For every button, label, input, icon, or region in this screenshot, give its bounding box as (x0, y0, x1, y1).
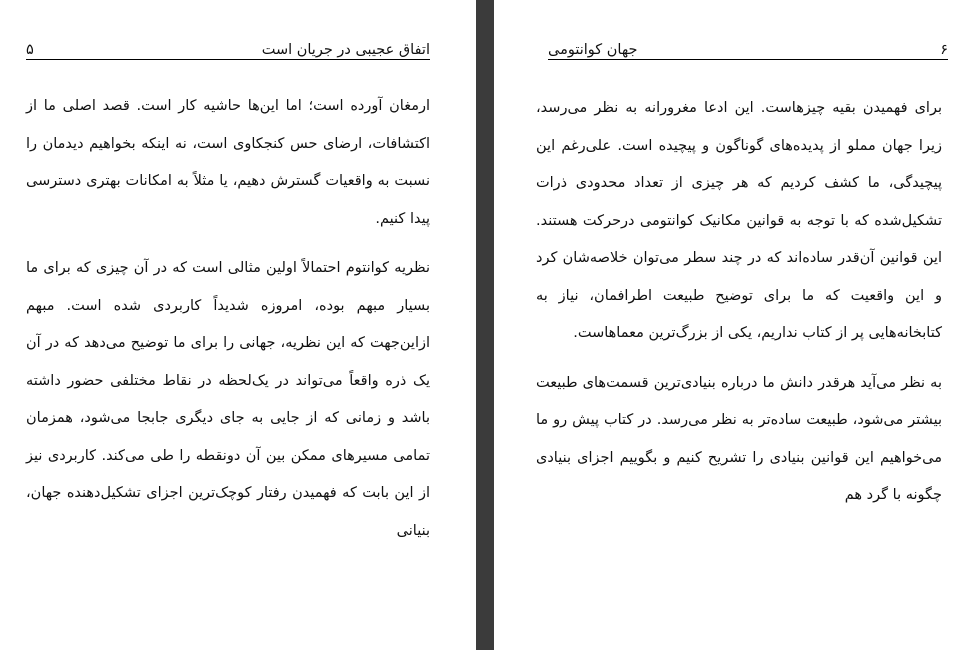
right-page-body (536, 90, 942, 527)
right-page (494, 0, 970, 650)
left-page-running-title: اتفاق عجیبی در جریان است (261, 42, 430, 58)
left-page-body (26, 88, 430, 562)
left-paragraph-2: نظریه کوانتوم احتمالاً اولین مثالی است که در آن چیزی که برای ما بسیار مبهم بوده، امروزه شدیداً کاربردی شده است. مبهم ازاین‌جهت که این نظریه، جهانی را برای ما توضیح می‌دهد که در آن یک ذره واقعاً می‌تواند در یک‌لحظه در نقاط مختلفی حضور داشته باشد و زمانی که از جایی به جای دیگری جابجا می‌شود، همزمان تمامی مسیرهای ممکن بین آن دونقطه را طی می‌کند. کاربردی نیز از این بابت که فهمیدن رفتار کوچک‌ترین اجزای تشکیل‌دهنده جهان، بنیانی (26, 260, 430, 539)
left-page-number: ۵ (26, 42, 34, 58)
left-page-header (26, 34, 430, 60)
right-page-header (548, 34, 948, 60)
right-paragraph-1: برای فهمیدن بقیه چیزهاست. این ادعا مغرورانه به نظر می‌رسد، زیرا جهان مملو از پدیده‌های گوناگون و پیچیده است. علی‌رغم این پیچیدگی، ما کشف کردیم که هر چیزی از تعداد محدودی ذرات تشکیل‌شده که با توجه به قوانین مکانیک کوانتومی درحرکت هستند. این قوانین آن‌قدر ساده‌اند که در چند سطر می‌توان خلاصه‌شان کرد و این واقعیت که ما برای توضیح طبیعت اطرافمان، نیاز به کتابخانه‌هایی پر از کتاب نداریم، یکی از بزرگ‌ترین معماهاست. (536, 100, 942, 341)
left-page (0, 0, 476, 650)
right-paragraph-2: به نظر می‌آید هرقدر دانش ما درباره بنیادی‌ترین قسمت‌های طبیعت بیشتر می‌شود، طبیعت ساده‌تر به نظر می‌رسد. در کتاب پیش رو ما می‌خواهیم این قوانین بنیادی را تشریح کنیم و بگوییم اجزای بنیادی چگونه با گرد هم (536, 374, 942, 503)
left-paragraph-1: ارمغان آورده است؛ اما این‌ها حاشیه کار است. قصد اصلی ما از اکتشافات، ارضای حس کنجکاوی است، نه اینکه بخواهیم دیدمان را نسبت به واقعیات گسترش دهیم، یا مثلاً به امکانات بهتری دسترسی پیدا کنیم. (26, 98, 430, 227)
right-page-number: ۶ (940, 42, 948, 58)
book-spine-gutter (476, 0, 494, 650)
right-page-running-title: جهان کوانتومی (548, 42, 638, 58)
